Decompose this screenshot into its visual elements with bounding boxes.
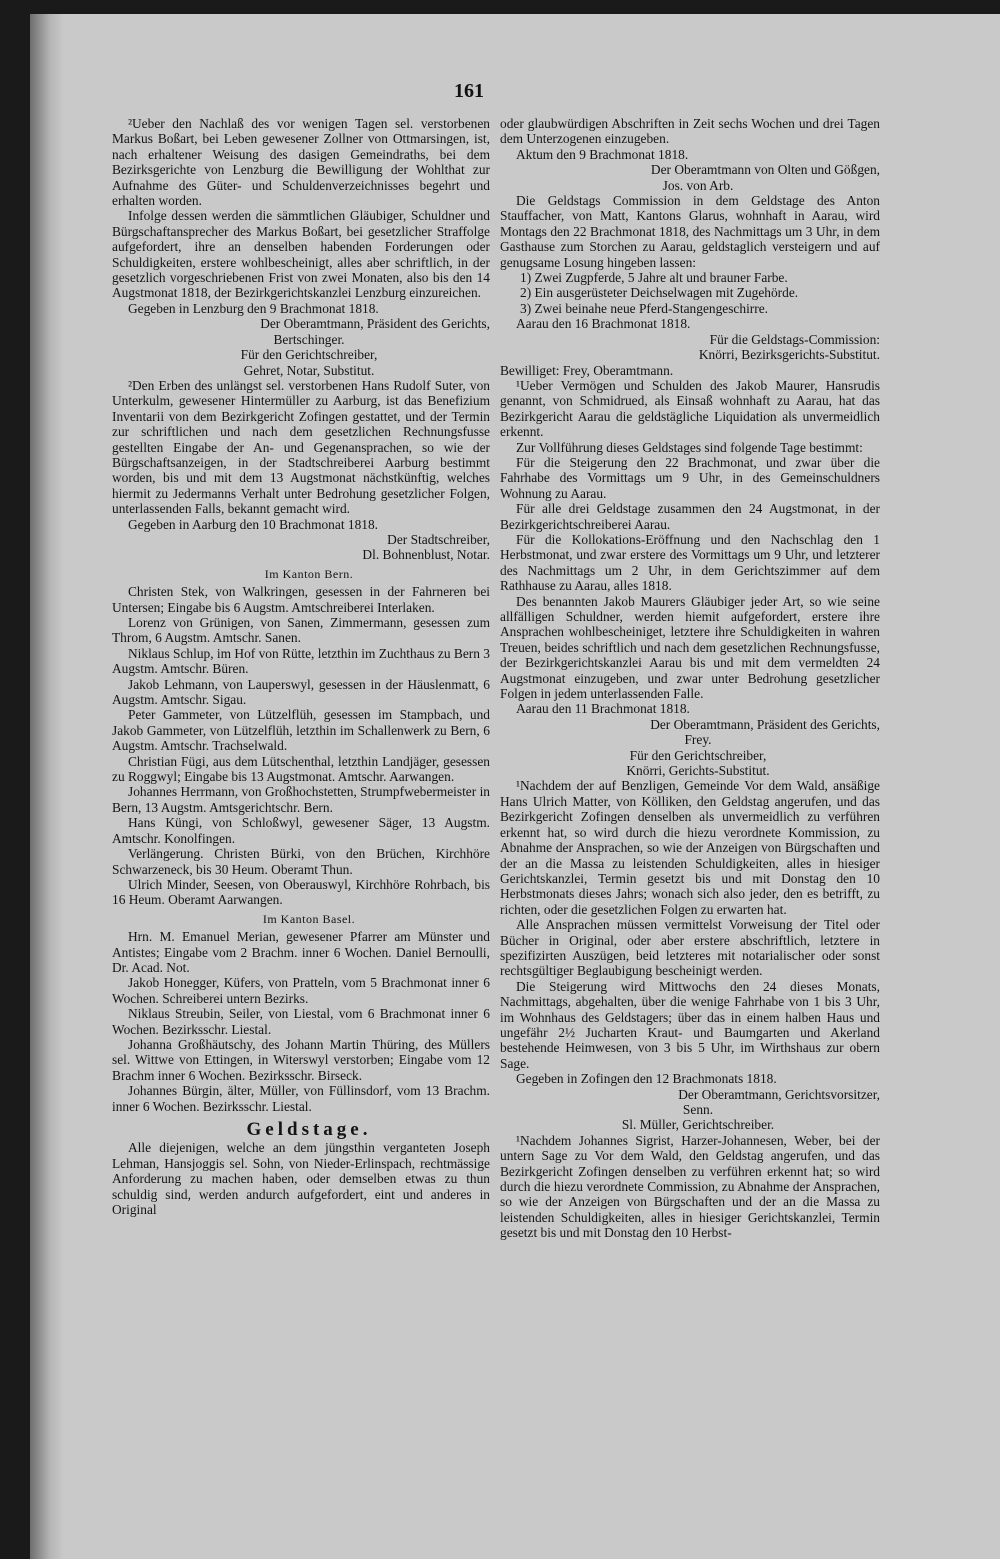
left-column-paragraph: Christen Stek, von Walkringen, gesessen in der Fahrneren bei Untersen; Eingabe bis 6 Augstm. Amtschreiberei Interlaken. [112,584,490,615]
right-column [500,116,880,1241]
right-column-paragraph: Aarau den 11 Brachmonat 1818. [516,701,690,717]
right-column-paragraph: Für die Kollokations-Eröffnung und den Nachschlag den 1 Herbstmonat, und zwar erstere des Vormittags um 9 Uhr, und letzterer des Nachmittags um 2 Uhr, in dem Gerichtszimmer auf dem Rathhause zu Aarau, alles 1818. [500,531,880,594]
newspaper-page [30,14,1000,1559]
left-column-paragraph: Alle diejenigen, welche an dem jüngsthin verganteten Joseph Lehman, Hansjoggis sel. Sohn, von Nieder-Erlinspach, rechtmässige Anforderung zu machen haben, oder demselben etwas zu thun schuldig sind, werden andurch aufgefordert, eint und anderes in Original [112,1140,490,1218]
left-column-paragraph: Lorenz von Grünigen, von Sanen, Zimmermann, gesessen zum Throm, 6 Augstm. Amtschr. Sanen. [112,615,490,646]
left-column-paragraph: Niklaus Streubin, Seiler, von Liestal, vom 6 Brachmonat inner 6 Wochen. Bezirksschr. Liestal. [112,1006,490,1037]
left-column-paragraph: Gegeben in Aarburg den 10 Brachmonat 1818. [128,516,379,532]
left-column-paragraph: Infolge dessen werden die sämmtlichen Gläubiger, Schuldner und Bürgschaftansprecher des Markus Boßart, bei gesetzlicher Straffolge aufgefordert, ihre an denselben habenden Forderungen oder Schuldigkeiten, erstere wohlbescheinigt, alles aber schriftlich, in der gesetzlich vorgeschriebenen Frist von zwei Monaten, also bis den 14 Augstmonat 1818, der Bezirkgerichtskanzlei Lenzburg einzureichen. [112,208,490,301]
left-column-signature-line: Für den Gerichtschreiber, [240,347,378,363]
right-column-signature-line: Der Oberamtmann, Gerichtsvorsitzer, [678,1086,880,1102]
right-column-paragraph: Bewilliget: Frey, Oberamtmann. [500,362,674,378]
left-column-section-heading: Im Kanton Bern. [264,566,354,581]
right-column-signature-line: Für die Geldstags-Commission: [709,331,880,347]
right-column-paragraph: Die Geldstags Commission in dem Geldstage des Anton Stauffacher, von Matt, Kantons Glarus, wohnhaft in Aarau, wird Montags den 22 Brachmonat 1818, des Nachmittags um 3 Uhr, in dem Gasthause zum Storchen zu Aarau, geldstaglich versteigern und auf genugsame Losung hingeben lassen: [500,193,880,270]
left-column-paragraph: Johannes Bürgin, älter, Müller, von Füllinsdorf, vom 13 Brachm. inner 6 Wochen. Bezirksschr. Liestal. [112,1083,490,1114]
right-column-signature-line: Sl. Müller, Gerichtschreiber. [621,1117,775,1133]
left-column-paragraph: Jakob Lehmann, von Lauperswyl, gesessen in der Häuslenmatt, 6 Augstm. Amtschr. Sigau. [112,676,490,708]
right-column-signature-line: Knörri, Gerichts-Substitut. [626,763,770,779]
right-column-paragraph: Für alle drei Geldstage zusammen den 24 Augstmonat, in der Bezirkgerichtschreiberei Aarau. [500,501,880,532]
left-column-paragraph: ²Den Erben des unlängst sel. verstorbenen Hans Rudolf Suter, von Unterkulm, gewesener Hintermüller zu Aarburg, ist das Benefizium Inventarii von dem Bezirkgericht Zofingen gestattet, und der Termin zur schriftlichen und nach dem gesetzlichen Rechnungsfusse gestellten Eingabe der An- und Gegenansprachen, so wie der Bürgschaftsanzeigen, in der Stadtschreiberei Aarburg bestimmt worden, bis und mit dem 13 Augstmonat nächstkünftig, welches hiermit zu Jedermanns Verhalt unter Bedrohung gesetzlicher Folgen, unterlassenden Falls, bekannt gemacht wird. [112,377,490,517]
right-column-signature-line: Knörri, Bezirksgerichts-Substitut. [698,347,880,363]
right-column-signature-line: Frey. [684,732,712,748]
left-column-section-title: Geldstage. [246,1119,372,1140]
right-column-signature-line: Der Oberamtmann, Präsident des Gerichts, [650,716,880,732]
left-column-signature-line: Der Oberamtmann, Präsident des Gerichts, [260,316,490,332]
left-column-signature-line: Der Stadtschreiber, [387,531,490,547]
right-column-signature-line: Für den Gerichtschreiber, [629,747,767,763]
right-column-list-item: 3) Zwei beinahe neue Pferd-Stangengeschirre. [520,300,768,316]
right-column-paragraph: Aktum den 9 Brachmonat 1818. [516,146,689,162]
right-column-paragraph: Des benannten Jakob Maurers Gläubiger jeder Art, so wie seine allfälligen Schuldner, werden hiemit aufgefordert, erstere ihre Ansprachen wohlbescheiniget, letztere ihre Schuldigkeiten in wahren Treuen, beides schriftlich und nach dem gesetzlichen Rechnungsfusse, der Bezirkgerichtskanzlei Aarau bis und mit dem vermeldten 24 Augstmonat einzugeben, und zwar unter Bedrohung gesetzlicher Folgen in jedem unterlassenden Falle. [500,593,880,702]
left-column-paragraph: Christian Fügi, aus dem Lütschenthal, letzthin Landjäger, gesessen zu Roggwyl; Eingabe bis 13 Augstmonat. Amtschr. Aarwangen. [112,753,490,785]
right-column-paragraph: ¹Nachdem der auf Benzligen, Gemeinde Vor dem Wald, ansäßige Hans Ulrich Matter, von Kölliken, den Geldstag angerufen, und das Bezirkgericht Zofingen denselben als unvermeidlich zu verführen erkennt hat, so wird durch die hiezu verordnete Kommission, zu Abnahme der Ansprachen, so wie der Anzeigen von Bürgschaften und der an die Massa zu leistenden Schuldigkeiten, alles in hiesiger Gerichtskanzlei, Termin gesetzt bis und mit Donstag den 10 Herbstmonats dieses Jahrs; wonach sich also jeder, den es betrifft, zu richten, oder die gesetzlichen Folgen zu erwarten hat. [500,778,880,917]
right-column-paragraph: Für die Steigerung den 22 Brachmonat, und zwar über die Fahrhabe des Vormittags um 9 Uhr, in des Gemeinschuldners Wohnung zu Aarau. [500,454,880,501]
left-column-paragraph: Hans Küngi, von Schloßwyl, gewesener Säger, 13 Augstm. Amtschr. Konolfingen. [112,815,490,846]
right-column-list-item: 2) Ein ausgerüsteter Deichselwagen mit Zugehörde. [520,285,799,301]
right-column-paragraph: ¹Ueber Vermögen und Schulden des Jakob Maurer, Hansrudis genannt, von Schmidrued, als Einsaß wohnhaft zu Aarau, hat das Bezirkgericht Aarau die geldstägliche Liquidation als unvermeidlich erkennt. [500,377,880,440]
right-column-signature-line: Der Oberamtmann von Olten und Gößgen, [650,162,880,178]
left-column-signature-line: Gehret, Notar, Substitut. [243,362,375,378]
left-column-section-heading: Im Kanton Basel. [262,911,356,926]
left-column-paragraph: Jakob Honegger, Küfers, von Pratteln, vom 5 Brachmonat inner 6 Wochen. Schreiberei untern Bezirks. [112,975,490,1006]
right-column-signature-line: Senn. [682,1102,714,1117]
right-column-list-item: 1) Zwei Zugpferde, 5 Jahre alt und brauner Farbe. [520,270,788,286]
left-column-paragraph: ²Ueber den Nachlaß des vor wenigen Tagen sel. verstorbenen Markus Boßart, bei Leben gewesener Zollner von Ottmarsingen, ist, nach erhaltener Weisung des dasigen Gemeindraths, bei dem Bezirksgerichte von Lenzburg die Bewilligung der Wohlthat zur Aufnahme des Güter- und Schuldenverzeichnisses begehrt und erhalten worden. [112,116,490,209]
right-column-paragraph: Aarau den 16 Brachmonat 1818. [516,316,691,332]
page-number: 161 [454,80,484,102]
right-column-paragraph: Zur Vollführung dieses Geldstages sind folgende Tage bestimmt: [516,439,863,455]
right-column-paragraph: oder glaubwürdigen Abschriften in Zeit sechs Wochen und drei Tagen dem Unterzogenen einzugeben. [500,116,880,147]
left-column-paragraph: Ulrich Minder, Seesen, von Oberauswyl, Kirchhöre Rohrbach, bis 16 Heum. Oberamt Aarwangen. [112,876,490,908]
left-column-signature-line: Bertschinger. [273,331,345,347]
left-column-paragraph: Gegeben in Lenzburg den 9 Brachmonat 1818. [128,300,379,316]
right-column-paragraph: Gegeben in Zofingen den 12 Brachmonats 1818. [516,1071,777,1087]
right-column-paragraph: Alle Ansprachen müssen vermittelst Vorweisung der Titel oder Bücher in Original, oder aber erstere abschriftlich, letztere in spezifizirten Auszügen, beid letzteres mit notarialischer oder sonst rechtsgültiger Beglaubigung bescheinigt werden. [500,917,880,979]
right-column-signature-line: Jos. von Arb. [662,177,734,193]
right-column-paragraph: Die Steigerung wird Mittwochs den 24 dieses Monats, Nachmittags, abgehalten, über die wenige Fahrhabe von 1 bis 3 Uhr, im Wohnhaus des Geldstagers; über das in einem halben Haus und ungefähr 2½ Jucharten Kraut- und Baumgarten und Akerland bestehende Heimwesen, von 3 bis 5 Uhr, im Wirthshaus zur obern Sage. [500,978,880,1071]
left-column-paragraph: Verlängerung. Christen Bürki, von den Brüchen, Kirchhöre Schwarzeneck, bis 30 Heum. Oberamt Thun. [112,846,490,877]
left-column-paragraph: Johannes Herrmann, von Großhochstetten, Strumpfwebermeister in Bern, 13 Augstm. Amtsgerichtschr. Bern. [112,784,490,815]
right-column-paragraph: ¹Nachdem Johannes Sigrist, Harzer-Johannesen, Weber, bei der untern Sage zu Vor dem Wald, den Geldstag angerufen, und das Bezirkgericht Zofingen denselben zu verführen erkennt hat; so wird durch die hiezu verordnete Commission, zu Abnahme der Ansprachen, so wie der Anzeigen von Bürgschaften und der an die Massa zu leistenden Schuldigkeiten, alles in hiesiger Gerichtskanzlei, Termin gesetzt bis und mit Donstag den 10 Herbst- [500,1132,880,1241]
left-column [112,116,490,1217]
left-column-paragraph: Johanna Großhäutschy, des Johann Martin Thüring, des Müllers sel. Wittwe von Ettingen, in Witerswyl verstorben; Eingabe vom 12 Brachm inner 6 Wochen. Bezirksschr. Birseck. [112,1036,490,1083]
left-column-paragraph: Niklaus Schlup, im Hof von Rütte, letzthin im Zuchthaus zu Bern 3 Augstm. Amtschr. Büren. [112,645,490,677]
left-column-paragraph: Peter Gammeter, von Lützelflüh, gesessen im Stampbach, und Jakob Gammeter, von Lützelflüh, letzthin im Schallenwerk zu Bern, 6 Augstm. Amtschr. Trachselwald. [112,707,490,754]
left-column-paragraph: Hrn. M. Emanuel Merian, gewesener Pfarrer am Münster und Antistes; Eingabe vom 2 Brachm. inner 6 Wochen. Daniel Bernoulli, Dr. Acad. Not. [112,929,490,975]
left-column-signature-line: Dl. Bohnenblust, Notar. [362,547,490,563]
